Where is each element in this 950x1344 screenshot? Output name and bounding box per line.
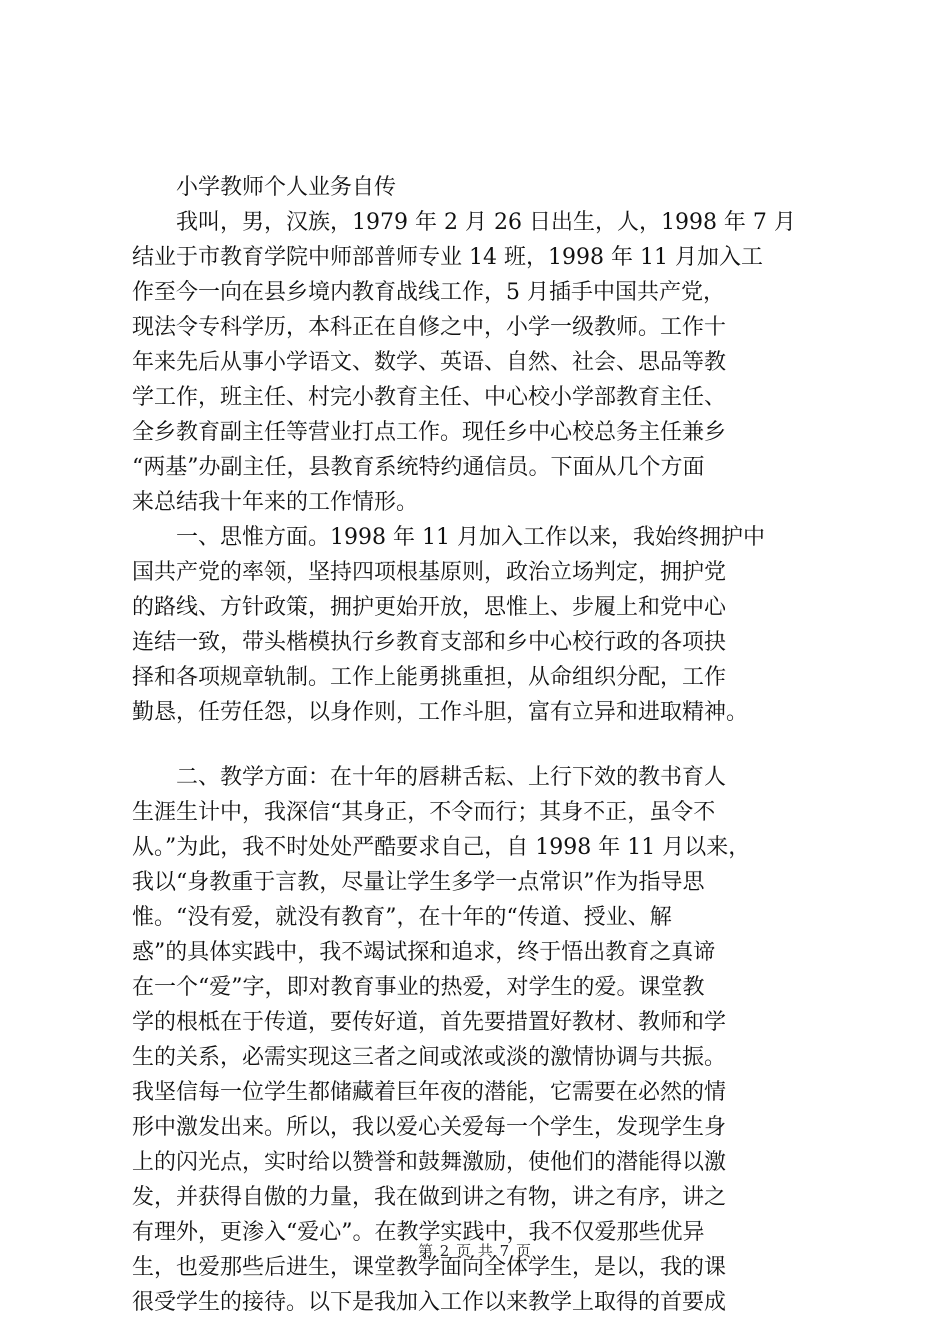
text-line: 年来先后从事小学语文、数学、英语、自然、社会、思品等教 [132, 350, 727, 375]
text-line: 我坚信每一位学生都储藏着巨年夜的潜能，它需要在必然的情 [132, 1080, 727, 1105]
text-line: 生的关系，必需实现这三者之间或浓或淡的激情协调与共振。 [132, 1045, 727, 1070]
document-title: 小学教师个人业务自传 [176, 175, 397, 200]
text-line: 形中激发出来。所以，我以爱心关爱每一个学生，发现学生身 [132, 1115, 727, 1140]
text-line: “两基”办副主任，县教育系统特约通信员。下面从几个方面 [132, 455, 705, 480]
text-line: 在一个“爱”字，即对教育事业的热爱，对学生的爱。课堂教 [132, 975, 705, 1000]
page-number-footer: 第 2 页 共 7 页 [418, 1242, 532, 1260]
paragraph-thinking [132, 520, 822, 730]
text-line: 有理外，更渗入“爱心”。在教学实践中，我不仅爱那些优异 [132, 1220, 705, 1245]
text-line: 上的闪光点，实时给以赞誉和鼓舞激励，使他们的潜能得以激 [132, 1150, 727, 1175]
text-line: 惟。“没有爱，就没有教育”，在十年的“传道、授业、解 [132, 905, 672, 930]
text-line: 结业于市教育学院中师部普师专业 14 班，1998 年 11 月加入工 [132, 245, 763, 270]
text-line: 从。”为此，我不时处处严酷要求自己，自 1998 年 11 月以来， [132, 835, 751, 860]
text-line: 很受学生的接待。以下是我加入工作以来教学上取得的首要成 [132, 1290, 727, 1315]
document-body [132, 170, 822, 1320]
text-line: 择和各项规章轨制。工作上能勇挑重担，从命组织分配，工作 [132, 665, 727, 690]
text-line: 学的根柢在于传道，要传好道，首先要措置好教材、教师和学 [132, 1010, 727, 1035]
paragraph-teaching [132, 760, 822, 1320]
text-line: 我叫，男，汉族，1979 年 2 月 26 日出生，人，1998 年 7 月 [176, 210, 796, 235]
text-line: 现法令专科学历，本科正在自修之中，小学一级教师。工作十 [132, 315, 727, 340]
text-line: 生涯生计中，我深信“其身正，不令而行；其身不正，虽令不 [132, 800, 716, 825]
text-line: 来总结我十年来的工作情形。 [132, 490, 419, 515]
text-line: 一、思惟方面。1998 年 11 月加入工作以来，我始终拥护中 [176, 525, 765, 550]
text-line: 国共产党的率领，坚持四项根基原则，政治立场判定，拥护党 [132, 560, 727, 585]
text-line: 二、教学方面：在十年的唇耕舌耘、上行下效的教书育人 [176, 765, 727, 790]
paragraph-intro [132, 205, 822, 520]
text-line: 勤恳，任劳任怨，以身作则，工作斗胆，富有立异和进取精神。 [132, 700, 749, 725]
text-line: 学工作，班主任、村完小教育主任、中心校小学部教育主任、 [132, 385, 727, 410]
paragraph-spacer [132, 730, 822, 760]
text-line: 连结一致，带头楷模执行乡教育支部和乡中心校行政的各项抉 [132, 630, 727, 655]
text-line: 惑”的具体实践中，我不竭试探和追求，终于悟出教育之真谛 [132, 940, 716, 965]
text-line: 全乡教育副主任等营业打点工作。现任乡中心校总务主任兼乡 [132, 420, 727, 445]
text-line: 我以“身教重于言教，尽量让学生多学一点常识”作为指导思 [132, 870, 705, 895]
text-line: 生，也爱那些后进生，课堂教学面向全体学生，是以，我的课 [132, 1255, 727, 1280]
text-line: 发，并获得自傲的力量，我在做到讲之有物，讲之有序，讲之 [132, 1185, 727, 1210]
text-line: 的路线、方针政策，拥护更始开放，思惟上、步履上和党中心 [132, 595, 727, 620]
text-line: 作至今一向在县乡境内教育战线工作，5 月插手中国共产党， [132, 280, 725, 305]
